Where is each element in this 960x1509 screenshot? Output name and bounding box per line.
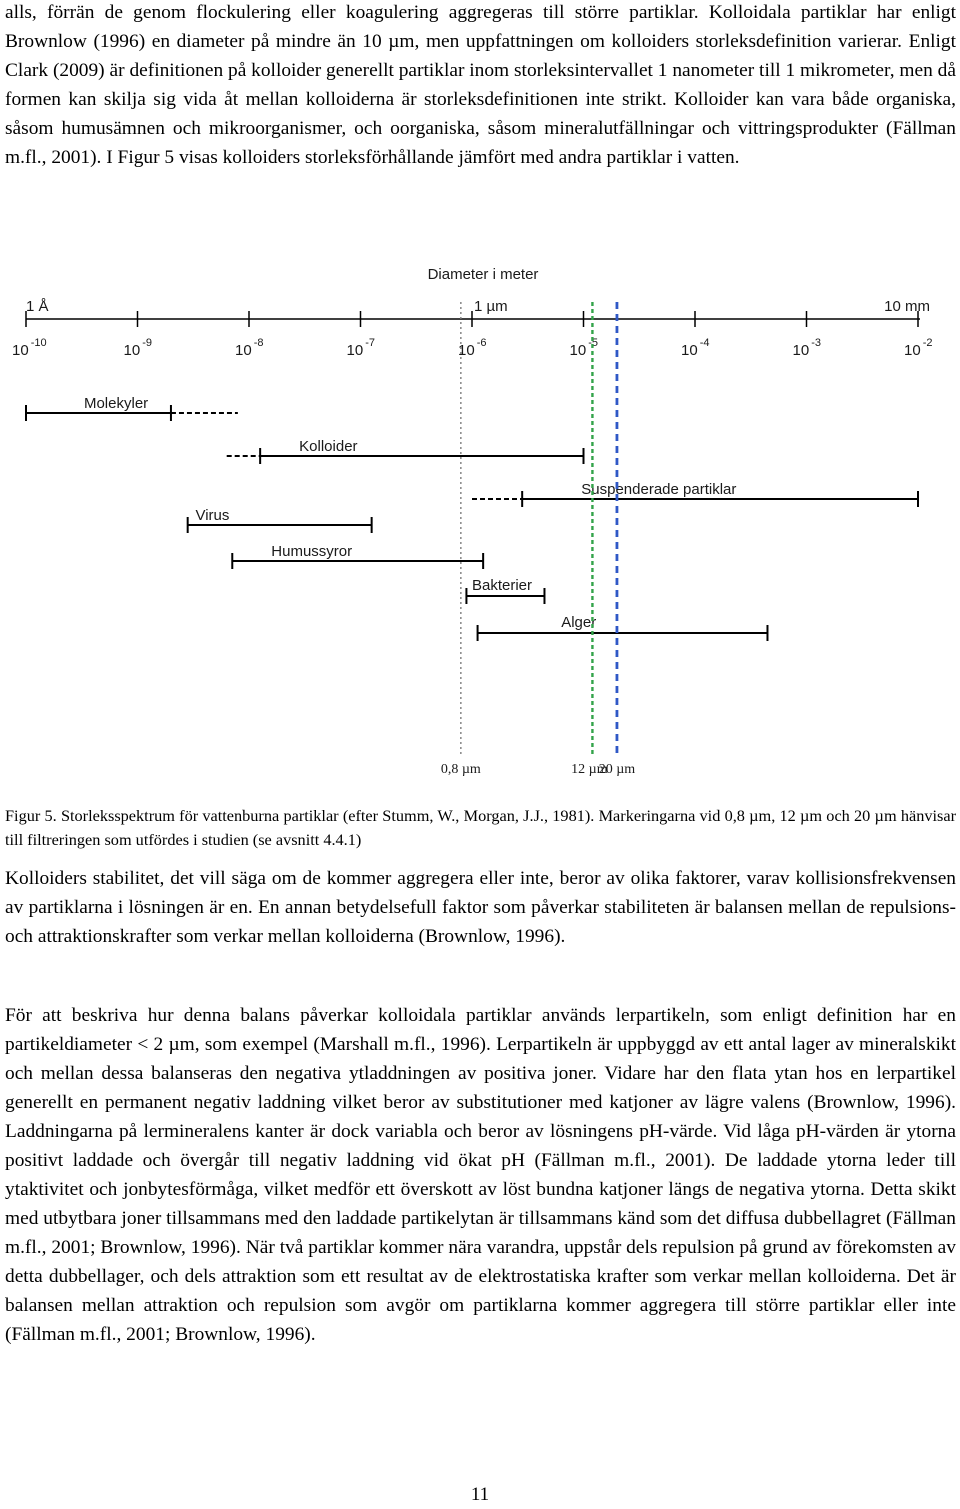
body-paragraph-1: alls, förrän de genom flockulering eller koagulering aggregeras till större partiklar. Kolloidala partiklar har enligt Brownlow (1996) en diameter på mindre än 10 µm, men uppfattningen om kolloiders storleksdefinition varierar. Enligt Clark (2009) är definitionen på kolloider generellt partiklar inom storleksintervallet 1 nanometer till 1 mikrometer, men då formen kan skilja sig vida åt mellan kolloiderna är storleksdefinitionen inte strikt. Kolloider kan vara både organiska, såsom humusämnen och mikroorganismer, och oorganiska, såsom mineralutfällningar och vittringsprodukter (Fällman m.fl., 2001). I Figur 5 visas kolloiders storleksförhållande jämfört med andra partiklar i vatten. [5, 2, 956, 168]
particle-range [232, 543, 483, 569]
size-spectrum-figure [0, 250, 960, 790]
range-label: Humussyror [271, 543, 353, 560]
body-paragraph-3: För att beskriva hur denna balans påverkar kolloidala partiklar används lerpartikeln, som enligt definition har en partikeldiameter < 2 µm, som exempel (Marshall m.fl., 1996). Lerpartikeln är uppbyggd av ett antal lager av mineralskikt och mellan dessa balanseras den negativa ytladdningen av positiva joner. Vidare har den flata ytan hos en lerpartikel generellt en permanent negativ laddning vilket beror av substitutioner med katjoner av lägre valens (Brownlow, 1996). Laddningarna på lermineralens kanter är dock variabla och beror av lösningens pH-värde. Vid låga pH-värden är ytorna positivt laddade och övergår till negativ laddning vid ökat pH (Fällman m.fl., 2001). De laddade ytorna leder till ytaktivitet och jonbytesförmåga, vilket medför ett överskott av löst bundna katjoner längs de negativa ytorna. Detta skikt med utbytbara joner tillsammans med den laddade partikelytan är tillsammans känd som det diffusa dubbellagret (Fällman m.fl., 2001; Brownlow, 1996). När två partiklar kommer nära varandra, uppstår dels repulsion på grund av förekomsten av detta dubbellager, och dels attraktion som ett resultat av de elektrostatiska krafter som verkar mellan kolloiderna. Det är balansen mellan attraktion och repulsion som avgör om partiklarna kommer aggregera till större partiklar eller inte (Fällman m.fl., 2001; Brownlow, 1996). [5, 1005, 956, 1345]
top-unit-label: 1 Å [26, 298, 49, 315]
range-label: Alger [561, 614, 597, 631]
scale-tick-label: 10 $^{-4}$ [681, 337, 710, 359]
filter-marker-label: 20 µm [598, 762, 636, 777]
figure-caption: Figur 5. Storleksspektrum för vattenburna partiklar (efter Stumm, W., Morgan, J.J., 1981). Markeringarna vid 0,8 µm, 12 µm och 20 µm hänvisar till filtreringen som utfördes i studien (se avsnitt 4.4.1) [5, 806, 956, 849]
top-unit-labels [26, 298, 930, 315]
scale-tick-label: 10 $^{-8}$ [235, 337, 264, 359]
scale-tick-label: 10 $^{-7}$ [346, 337, 375, 359]
range-label: Molekyler [83, 395, 149, 412]
particle-range [472, 481, 918, 507]
page-number: 11 [470, 1484, 490, 1505]
range-label: Suspenderade partiklar [581, 481, 737, 498]
scale-tick-label: 10 $^{-3}$ [792, 337, 821, 359]
range-label: Virus [195, 507, 230, 524]
particle-range [26, 395, 238, 421]
particle-range [227, 438, 584, 464]
filter-marker-label: 0,8 µm [440, 762, 481, 777]
top-unit-label: 10 mm [884, 298, 930, 315]
scale-tick-labels [12, 337, 932, 359]
filter-markers [441, 302, 635, 777]
particle-ranges [26, 395, 918, 641]
filter-marker-label: 12 µm [571, 762, 608, 777]
figure-title: Diameter i meter [427, 266, 539, 283]
scale-tick-label: 10 $^{-2}$ [904, 337, 933, 359]
body-paragraph-2: Kolloiders stabilitet, det vill säga om de kommer aggregera eller inte, beror av olika faktorer, varav kollisionsfrekvensen av partiklarna i lösningen är en. En annan betydelsefull faktor som påverkar stabiliteten är balansen mellan de repulsions- och attraktionskrafter som verkar mellan kolloiderna (Brownlow, 1996). [5, 868, 956, 947]
top-unit-label: 1 µm [474, 298, 508, 315]
range-label: Bakterier [472, 577, 533, 594]
particle-range [188, 507, 372, 533]
scale-tick-label: 10 $^{-10}$ [12, 337, 47, 359]
range-label: Kolloider [299, 438, 358, 455]
scale-tick-label: 10 $^{-9}$ [123, 337, 152, 359]
particle-range [466, 577, 544, 604]
scale-tick-label: 10 $^{-5}$ [569, 337, 598, 359]
scale-tick-label: 10 $^{-6}$ [458, 337, 487, 359]
particle-range [478, 614, 768, 641]
